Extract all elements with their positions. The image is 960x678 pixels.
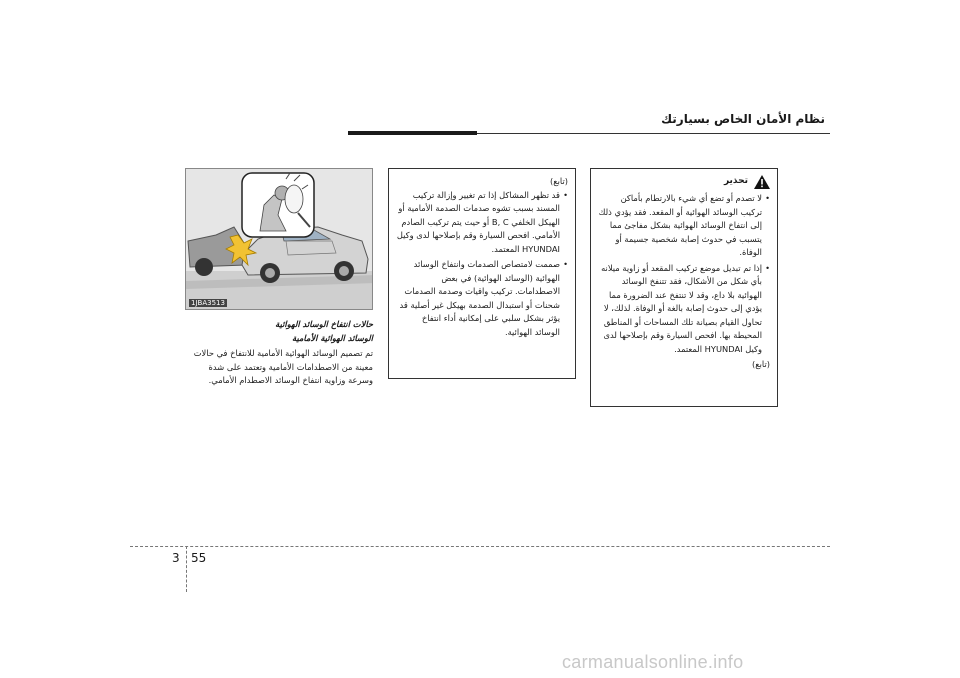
- note-list: [396, 189, 568, 340]
- warning-bullet: • إذا تم تبديل موضع تركيب المقعد أو زاوية ميلانه بأي شكل من الأشكال، فقد تتنفخ الوسائد الهوائية بلا داع، وقد لا تنتفخ عند الضرورة مما يؤدي إلى حدوث إصابة بالغة أو الوفاة. لذلك، لا تحاول القيام بصيانة تلك المساحات أو المناطق المحيطة بها. افحص السيارة وقم بإصلاحها لدى وكيل HYUNDAI المعتمد.: [598, 262, 770, 357]
- header-bar: [348, 131, 477, 135]
- section-heading: حالات انتفاخ الوسائد الهوائية: [275, 319, 373, 329]
- footer-rule: [130, 546, 830, 547]
- collision-illustration: [185, 168, 373, 310]
- note-bullet: • صممت لامتصاص الصدمات وانتفاخ الوسائد الهوائية (الوسائد الهوائية) في بعض الاصطدامات. تركيب واقيات وصدمة الصدمات شحنات أو استبدال الصدمة بهيكل غير أصلية قد يؤثر بشكل سلبي على إمكانية أداء انتفاخ الوسائد الهوائية.: [396, 258, 568, 339]
- footer-divider: [186, 546, 187, 592]
- page-title: نظام الأمان الخاص بسيارتك: [661, 112, 825, 126]
- note-bullet: • قد تظهر المشاكل إذا تم تغيير وإزالة تركيب المسند بسبب تشوه صدمات الصدمة الأمامية أو الهيكل الخلفي B, C أو حيث يتم تركيب الصادم الأمامي. افحص السيارة وقم بإصلاحها لدى وكيل HYUNDAI المعتمد.: [396, 189, 568, 257]
- watermark: carmanualsonline.info: [562, 652, 744, 672]
- warning-heading: تحذير: [723, 176, 748, 187]
- body-section: [185, 318, 373, 388]
- section-paragraph: تم تصميم الوسائد الهوائية الأمامية للانتفاخ في حالات معينة من الاصطدامات الأمامية وتعتمد على شدة وسرعة وزاوية انتفاخ الوسائد الاصطدام الأمامي.: [193, 348, 373, 385]
- header-rule: [477, 133, 830, 134]
- warning-triangle-icon: [754, 175, 770, 189]
- warning-heading-row: [598, 175, 770, 189]
- note-continued: (تابع): [549, 176, 568, 186]
- warning-box: [590, 168, 778, 407]
- figure-code: 1JBA3513: [191, 299, 225, 307]
- chapter-number: 3: [172, 551, 180, 565]
- warning-continued: (تابع): [751, 359, 770, 369]
- car-collision-drawing: [186, 169, 373, 310]
- note-box: [388, 168, 576, 379]
- section-subheading: الوسائد الهوائية الأمامية: [292, 332, 373, 343]
- warning-bullet: • لا تصدم أو تضع أي شيء بالارتطام بأماكن تركيب الوسائد الهوائية أو المقعد. فقد يؤدي ذلك إلى انتفاخ الوسائد الهوائية بشكل مفاجئ مما يتسبب في حدوث إصابة شخصية جسيمة أو الوفاة.: [598, 192, 770, 260]
- page-number: 55: [191, 551, 207, 565]
- warning-list: [598, 192, 770, 356]
